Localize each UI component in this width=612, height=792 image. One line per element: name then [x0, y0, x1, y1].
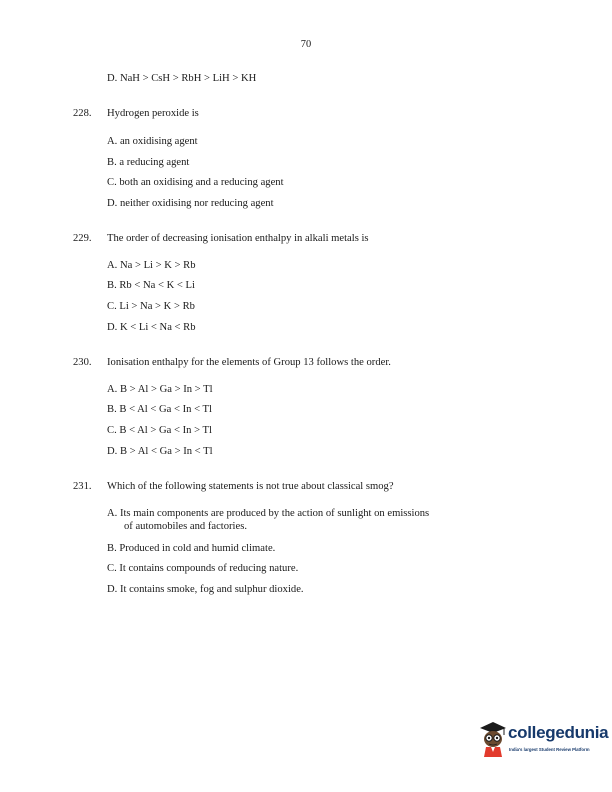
- question-text: Hydrogen peroxide is: [107, 108, 199, 119]
- option: C. It contains compounds of reducing nature.: [107, 563, 299, 574]
- question-number: 230.: [73, 357, 92, 368]
- logo-tagline: India's largest Student Review Platform: [509, 747, 590, 752]
- option: C. Li > Na > K > Rb: [107, 301, 195, 312]
- option-continuation: of automobiles and factories.: [124, 521, 247, 532]
- option: A. Its main components are produced by the action of sunlight on emissions: [107, 508, 430, 519]
- collegedunia-logo: [478, 715, 608, 771]
- option: A. B > Al > Ga > In > Tl: [107, 384, 213, 395]
- option: D. K < Li < Na < Rb: [107, 322, 196, 333]
- page-number: 70: [300, 39, 312, 50]
- option: D. B > Al < Ga > In < Tl: [107, 446, 213, 457]
- logo-brand-name: collegedunia: [508, 723, 609, 742]
- student-mascot-icon: [478, 719, 508, 759]
- option: B. Produced in cold and humid climate.: [107, 543, 276, 554]
- option: C. both an oxidising and a reducing agent: [107, 177, 284, 188]
- option: A. an oxidising agent: [107, 136, 198, 147]
- option: C. B < Al > Ga < In > Tl: [107, 425, 212, 436]
- carryover-option: D. NaH > CsH > RbH > LiH > KH: [107, 73, 257, 84]
- option: D. neither oxidising nor reducing agent: [107, 198, 274, 209]
- question-number: 229.: [73, 233, 92, 244]
- option: B. a reducing agent: [107, 157, 190, 168]
- question-text: Ionisation enthalpy for the elements of Group 13 follows the order.: [107, 357, 391, 368]
- question-number: 231.: [73, 481, 92, 492]
- question-number: 228.: [73, 108, 92, 119]
- question-text: The order of decreasing ionisation enthalpy in alkali metals is: [107, 233, 369, 244]
- question-text: Which of the following statements is not true about classical smog?: [107, 481, 394, 492]
- option: B. B < Al < Ga < In < Tl: [107, 404, 212, 415]
- option: B. Rb < Na < K < Li: [107, 280, 195, 291]
- option: A. Na > Li > K > Rb: [107, 260, 196, 271]
- option: D. It contains smoke, fog and sulphur dioxide.: [107, 584, 304, 595]
